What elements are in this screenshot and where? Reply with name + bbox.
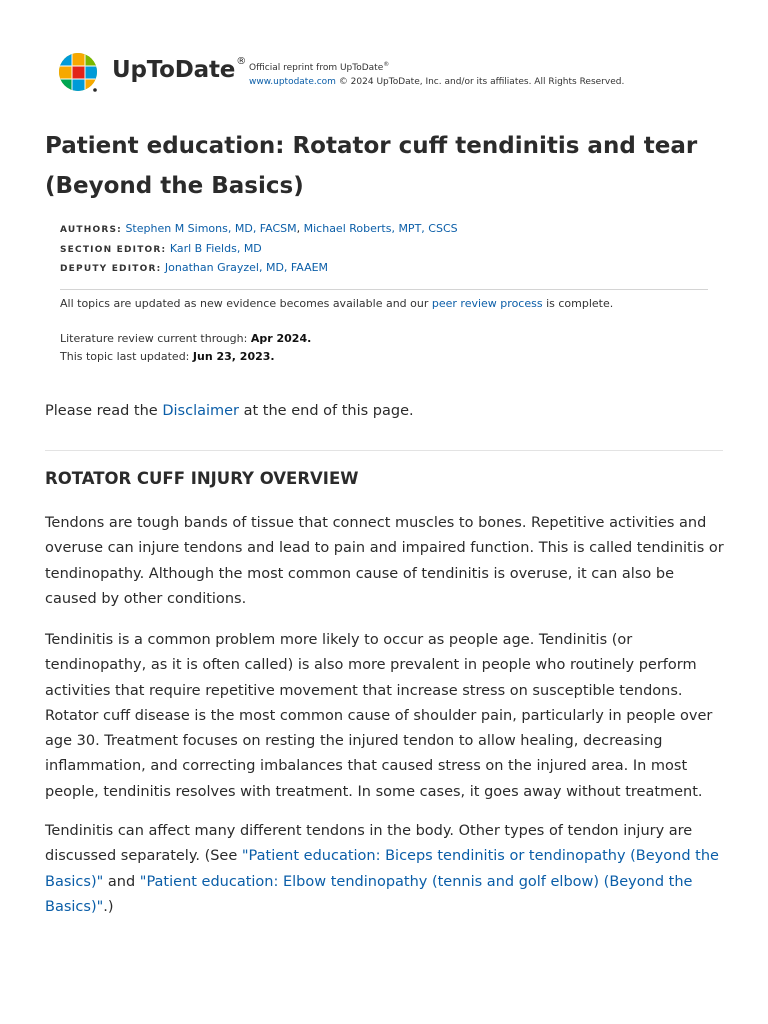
review-dates	[60, 330, 311, 365]
disclaimer-link[interactable]: Disclaimer	[162, 403, 240, 419]
last-updated-date: This topic last updated: Jun 23, 2023.	[60, 349, 275, 363]
brand-name: UpToDate®	[112, 56, 246, 83]
page-title: Patient education: Rotator cuff tendinitis and tear (Beyond the Basics)	[45, 133, 698, 199]
peer-review-link[interactable]: peer review process	[431, 297, 543, 310]
literature-review-date: Literature review current through: Apr 2024.	[60, 332, 312, 345]
copyright-text: © 2024 UpToDate, Inc. and/or its affiliates. All Rights Reserved.	[335, 77, 625, 87]
section-heading: ROTATOR CUFF INJURY OVERVIEW	[45, 469, 359, 488]
deputy-editor-link[interactable]: Jonathan Grayzel, MD, FAAEM	[164, 261, 329, 274]
paragraph-3: Tendinitis can affect many different tendons in the body. Other types of tendon injury are discussed separately. (See "Patient education: Biceps tendinitis or tendinopathy (Beyond the Basics)" and "Patient education: Elbow tendinopathy (tennis and golf elbow) (Beyond the Basics)".)	[45, 823, 719, 915]
reprint-notice: Official reprint from UpToDate® www.uptodate.com © 2024 UpToDate, Inc. and/or its affiliates. All Rights Reserved.	[249, 61, 625, 87]
section-divider	[45, 450, 723, 451]
authors-label: AUTHORS:	[60, 225, 122, 235]
divider	[60, 289, 708, 290]
update-note: All topics are updated as new evidence becomes available and our peer review process is complete.	[60, 297, 614, 310]
author-link-2[interactable]: Michael Roberts, MPT, CSCS	[303, 222, 458, 235]
disclaimer-notice: Please read the Disclaimer at the end of this page.	[45, 403, 414, 419]
uptodate-site-link[interactable]: www.uptodate.com	[249, 77, 336, 87]
header	[58, 52, 738, 96]
paragraph-1: Tendons are tough bands of tissue that connect muscles to bones. Repetitive activities and overuse can injure tendons and lead to pain and impaired function. This is called tendinitis or tendinopathy. Although the most common cause of tendinitis is overuse, it can also be caused by other conditions.	[45, 515, 724, 607]
biceps-tendinitis-link[interactable]: "Patient education: Biceps tendinitis or tendinopathy (Beyond the Basics)"	[45, 848, 719, 890]
section-editor-label: SECTION EDITOR:	[60, 244, 167, 255]
uptodate-logo-icon	[58, 52, 100, 94]
elbow-tendinopathy-link[interactable]: "Patient education: Elbow tendinopathy (tennis and golf elbow) (Beyond the Basics)"	[45, 873, 693, 915]
paragraph-2: Tendinitis is a common problem more likely to occur as people age. Tendinitis (or tendinopathy, as it is often called) is also more prevalent in people who routinely perform activities that require repetitive movement that increase stress on susceptible tendons. Rotator cuff disease is the most common cause of shoulder pain, particularly in people over age 30. Treatment focuses on resting the injured tendon to allow healing, decreasing inflammation, and correcting imbalances that caused stress on the injured area. In most people, tendinitis resolves with treatment. In some cases, it goes away without treatment.	[45, 632, 713, 800]
authors-block: AUTHORS: Stephen M Simons, MD, FACSM, Michael Roberts, MPT, CSCS SECTION EDITOR: Karl B Fields, MD DEPUTY EDITOR: Jonathan Grayzel, MD, FAAEM	[60, 222, 458, 274]
deputy-editor-label: DEPUTY EDITOR:	[60, 264, 162, 274]
section-editor-link[interactable]: Karl B Fields, MD	[169, 241, 262, 255]
author-link-1[interactable]: Stephen M Simons, MD, FACSM	[125, 222, 297, 235]
